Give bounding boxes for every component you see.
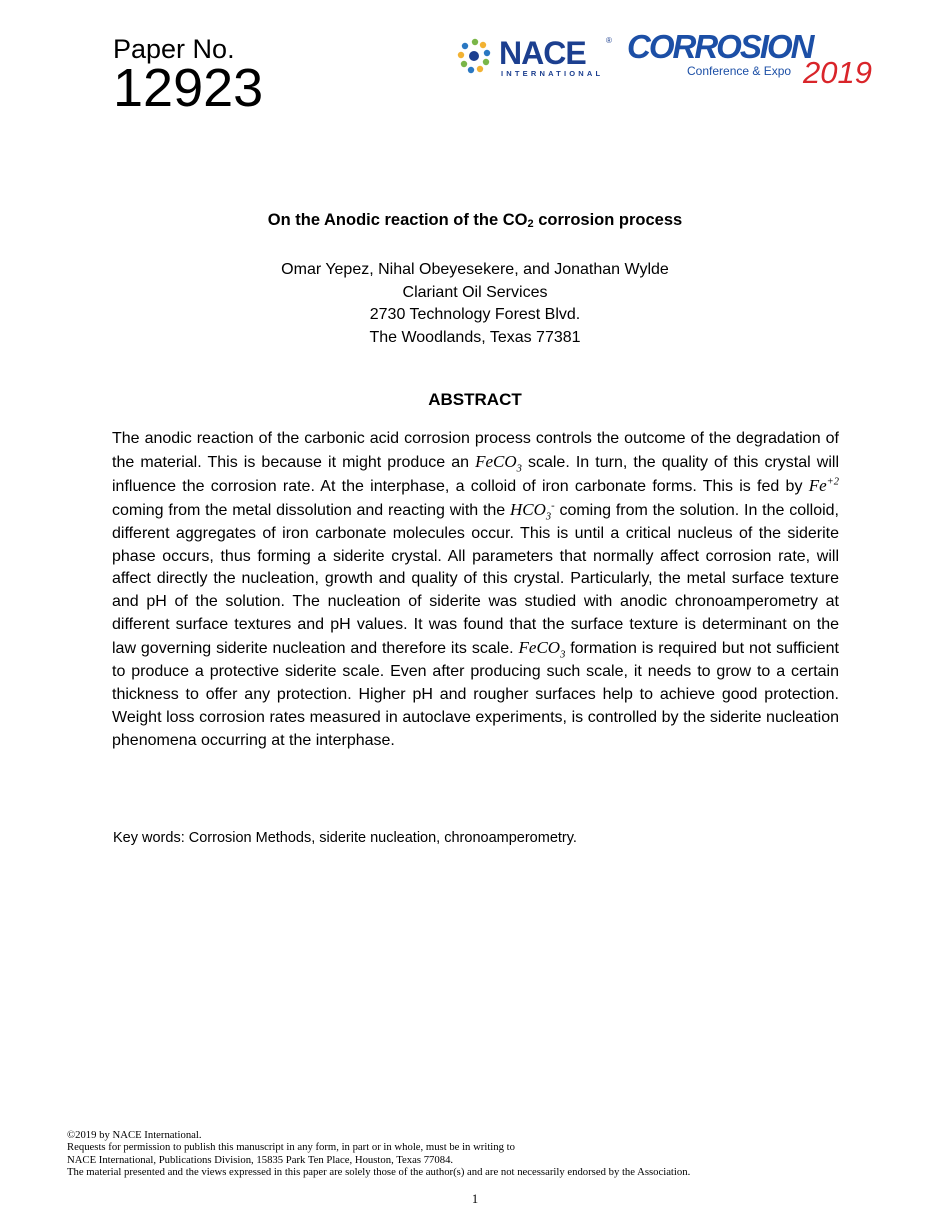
footer-line: NACE International, Publications Division, 15835 Park Ten Place, Houston, Texas 77084.	[67, 1153, 454, 1166]
formula-hco3: $HCO_3^-$	[510, 499, 555, 523]
corrosion-conference-logo	[625, 30, 885, 86]
nace-logo-registered: ®	[606, 36, 612, 45]
corrosion-logo-year: 2019	[803, 55, 872, 86]
formula-fe2plus: $Fe^{+2}$	[808, 475, 839, 495]
corrosion-logo-subtext: Conference & Expo	[687, 64, 792, 78]
keywords: Key words: Corrosion Methods, siderite nucleation, chronoamperometry.	[113, 830, 577, 846]
paper-number-block	[113, 34, 264, 118]
author-street: 2730 Technology Forest Blvd.	[369, 306, 581, 323]
paper-title: On the Anodic reaction of the $CO_2$ corrosion process	[267, 211, 683, 230]
author-block	[0, 259, 950, 349]
footer-line: Requests for permission to publish this manuscript in any form, in part or in whole, must be in writing to	[67, 1141, 515, 1154]
author-city: The Woodlands, Texas 77381	[369, 328, 581, 346]
formula-feco3: FeCO$_3$	[518, 638, 566, 661]
paper-label: Paper No.	[113, 34, 235, 64]
copyright-footer	[67, 1129, 690, 1179]
nace-logo	[455, 32, 615, 82]
nace-logo-text: NACE	[499, 35, 586, 71]
footer-line: The material presented and the views expressed in this paper are solely those of the author(s) and are not necessarily endorsed by the Association.	[67, 1166, 691, 1179]
author-names: Omar Yepez, Nihal Obeyesekere, and Jonathan Wylde	[281, 261, 669, 278]
corrosion-logo-text: CORROSION	[627, 30, 813, 65]
abstract-body: The anodic reaction of the carbonic acid corrosion process controls the outcome of the degradation of the material. This is because it might produce an FeCO$_3$ scale. In turn, the quality of this crystal will influence the corrosion rate. At the interphase, a colloid of iron carbonate forms. This is fed by $Fe^{+2}$ coming from the metal dissolution and reacting with the $HCO_3^-$ coming from the solution. In the colloid, different aggregates of iron carbonate molecules occur. This is until a critical nucleus of the siderite phase occurs, thus forming a siderite crystal. All parameters that normally affect corrosion rate, will affect directly the nucleation, growth and quality of this crystal. Particularly, the metal surface texture and pH of the solution. The nucleation of siderite was studied with anodic chronoamperometry at different surface textures and pH values. It was found that the surface texture is determinant on the law governing siderite nucleation and therefore its scale. FeCO$_3$ formation is required but not sufficient to produce a protective siderite scale. Even after producing such scale, it needs to grow to a certain thickness to offer any protection. Higher pH and rougher surfaces help to achieve good protection. Weight loss corrosion rates measured in autoclave experiments, is controlled by the siderite nucleation phenomena occurring at the interphase.	[112, 430, 840, 749]
author-affiliation: Clariant Oil Services	[402, 283, 548, 301]
nace-globe-icon	[458, 39, 490, 73]
page-number: 1	[471, 1192, 479, 1206]
formula-feco3: FeCO$_3$	[475, 451, 522, 475]
footer-line: ©2019 by NACE International.	[67, 1129, 202, 1141]
abstract-heading: ABSTRACT	[428, 390, 522, 409]
nace-logo-subtext: INTERNATIONAL	[501, 69, 604, 78]
paper-number: 12923	[113, 58, 264, 118]
